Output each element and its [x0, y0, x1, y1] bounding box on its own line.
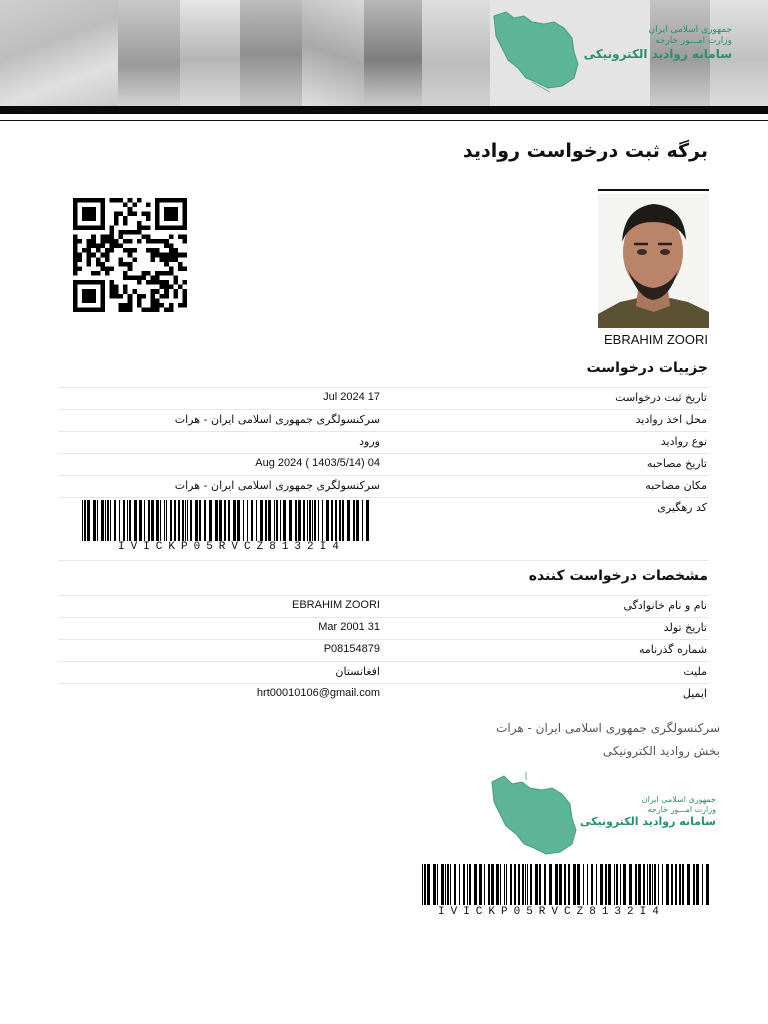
tracking-barcode [82, 500, 372, 541]
tracking-code-text: IVICKP05RVCZ8132I4 [118, 541, 345, 553]
row-label: کد رهگیری [657, 501, 707, 514]
row-label: ایمیل [682, 687, 707, 700]
footer-iran-map-icon [486, 772, 578, 858]
applicant-row-email [58, 683, 709, 705]
request-row-visa-type [58, 431, 709, 453]
row-value: افغانستان [335, 665, 380, 678]
row-label: نوع روادید [660, 435, 707, 448]
footer-brand-ministry: وزارت امـــور خارجه [647, 805, 716, 814]
photo-caption-name: EBRAHIM ZOORI [603, 332, 708, 347]
footer-department: بخش روادید الکترونیکی [602, 744, 720, 758]
applicant-row-nationality [58, 661, 709, 683]
applicant-details-title: مشخصات درخواست کننده [528, 568, 708, 584]
footer-brand [580, 795, 716, 828]
row-value: Aug 2024 ( 1403/5/14) 04 [255, 457, 380, 469]
row-value: Jul 2024 17 [323, 391, 380, 403]
header-thick-rule [0, 106, 768, 114]
row-value: hrt00010106@gmail.com [256, 687, 380, 699]
photo-top-rule [598, 189, 709, 191]
row-label: تاریخ مصاحبه [646, 457, 707, 470]
brand-ministry: وزارت امـــور خارجه [654, 36, 732, 46]
page-title: برگه ثبت درخواست روادید [462, 140, 708, 162]
request-row-interview-location [58, 475, 709, 497]
row-label: تاریخ تولد [663, 621, 707, 634]
header-banner [0, 0, 768, 108]
footer-consulate: سرکنسولگری جمهوری اسلامی ایران - هرات [496, 721, 720, 735]
row-label: تاریخ ثبت درخواست [615, 391, 707, 404]
row-value: سرکنسولگری جمهوری اسلامی ایران - هرات [174, 479, 380, 492]
request-details-title: جزییات درخواست [586, 360, 708, 376]
iran-map-icon [488, 8, 580, 92]
footer-brand-system: سامانه روادید الکترونیکی [579, 815, 716, 828]
row-value: EBRAHIM ZOORI [291, 599, 380, 611]
applicant-row-birth-date [58, 617, 709, 639]
applicant-photo [598, 194, 709, 328]
request-row-visa-location [58, 409, 709, 431]
applicant-row-full-name [58, 595, 709, 617]
row-value: P08154879 [323, 643, 380, 655]
row-label: محل اخذ روادید [635, 413, 707, 426]
footer-tracking-barcode [422, 864, 710, 905]
brand-system: سامانه روادید الکترونیکی [583, 47, 732, 61]
brand-country: جمهوری اسلامی ایران [648, 25, 732, 35]
applicant-row-passport [58, 639, 709, 661]
row-label: نام و نام خانوادگی [623, 599, 707, 612]
row-label: مکان مصاحبه [645, 479, 707, 492]
request-row-interview-date [58, 453, 709, 475]
row-label: شماره گذرنامه [638, 643, 707, 656]
row-value: سرکنسولگری جمهوری اسلامی ایران - هرات [174, 413, 380, 426]
row-value: ورود [359, 435, 380, 448]
qr-code [70, 198, 190, 312]
footer-brand-country: جمهوری اسلامی ایران [641, 795, 716, 804]
row-label: ملیت [683, 665, 707, 678]
footer-tracking-code-text: IVICKP05RVCZ8132I4 [438, 906, 665, 918]
row-value: Mar 2001 31 [318, 621, 380, 633]
header-brand [584, 25, 732, 61]
header-thin-rule [0, 120, 768, 121]
request-row-registration-date [58, 387, 709, 409]
section-divider [58, 560, 709, 561]
